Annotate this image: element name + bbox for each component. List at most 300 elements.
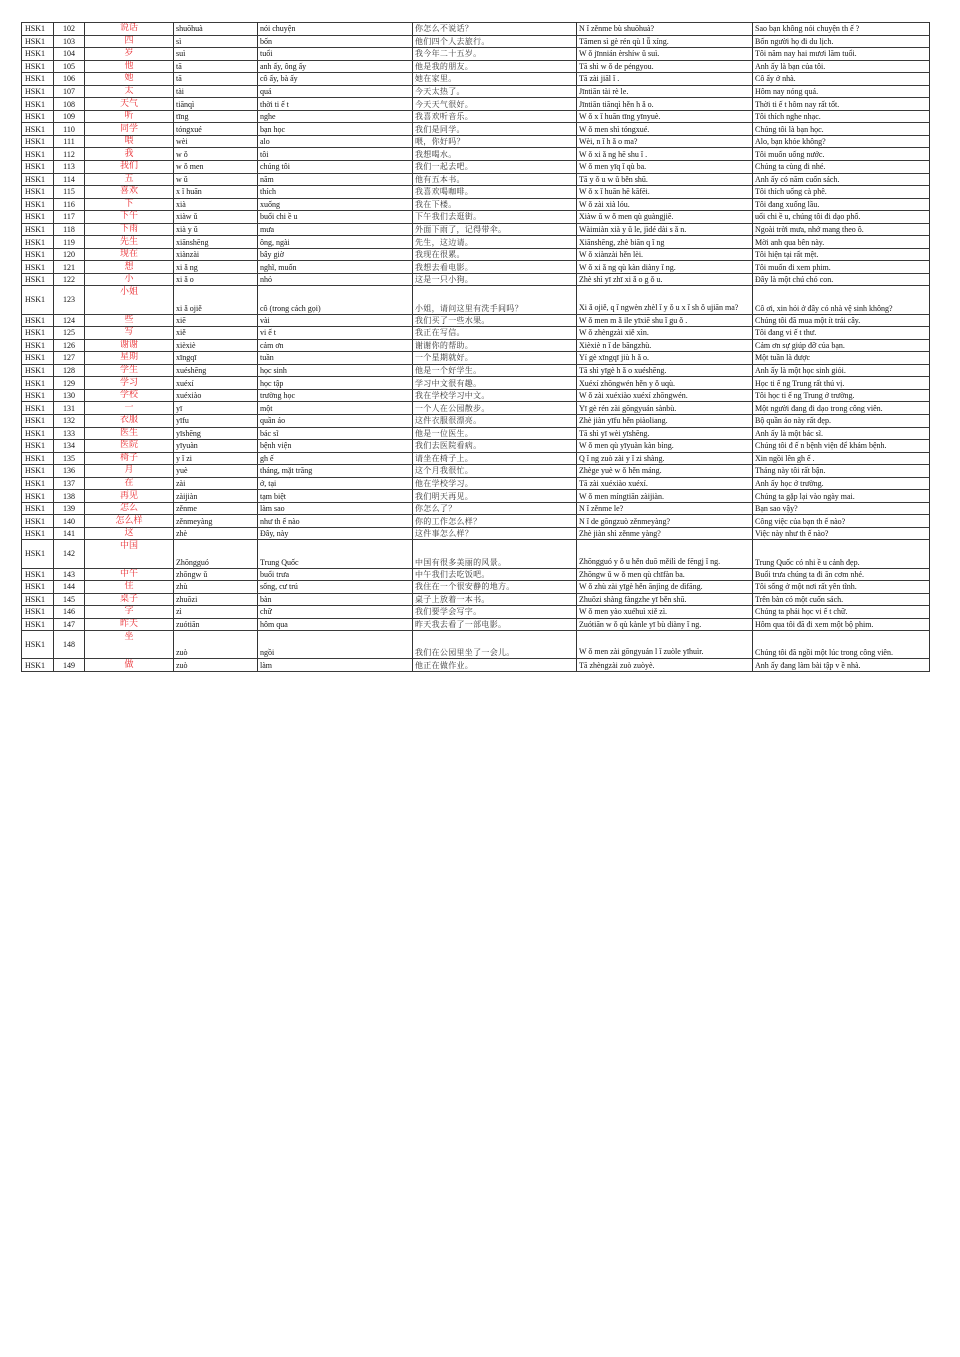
example-chinese-cell: 我们是同学。 — [413, 123, 577, 136]
hsk-level-cell: HSK1 — [22, 223, 54, 236]
word-number-cell: 122 — [54, 273, 85, 286]
example-vietnamese-cell: Cô ấy ở nhà. — [753, 73, 930, 86]
word-number-cell: 106 — [54, 73, 85, 86]
example-chinese-cell: 这件事怎么样？ — [413, 527, 577, 540]
example-pinyin-cell: Tā shì yīgè h ǎ o xuéshēng. — [577, 364, 753, 377]
example-chinese-cell: 他有五本书。 — [413, 173, 577, 186]
example-pinyin-cell: Xuéxí zhōngwén hěn y ǒ uqù. — [577, 377, 753, 390]
meaning-cell: một — [258, 402, 413, 415]
hsk-level-cell: HSK1 — [22, 98, 54, 111]
example-pinyin-cell: Zhè jiàn yīfu hěn piàoliang. — [577, 414, 753, 427]
example-pinyin-cell: Zhè jiàn shì zěnme yàng? — [577, 527, 753, 540]
word-number-cell: 138 — [54, 490, 85, 503]
hsk-level-cell: HSK1 — [22, 427, 54, 440]
example-chinese-cell: 我今年二十五岁。 — [413, 48, 577, 61]
example-chinese-cell: 我们一起去吧。 — [413, 161, 577, 174]
example-vietnamese-cell: Anh ấy là một học sinh giỏi. — [753, 364, 930, 377]
meaning-cell: buổi trưa — [258, 568, 413, 581]
hanzi-cell: 四 — [85, 35, 174, 48]
word-number-cell: 133 — [54, 427, 85, 440]
pinyin-cell: xi ǎ ng — [174, 261, 258, 274]
table-row — [22, 414, 930, 427]
meaning-cell: vi ế t — [258, 327, 413, 340]
example-chinese-cell: 我们去医院看病。 — [413, 440, 577, 453]
example-chinese-cell: 外面下雨了，记得带伞。 — [413, 223, 577, 236]
word-number-cell: 111 — [54, 135, 85, 148]
pinyin-cell: zěnme — [174, 502, 258, 515]
pinyin-cell: yī — [174, 402, 258, 415]
hanzi-cell: 星期 — [85, 352, 174, 365]
hsk-level-cell: HSK1 — [22, 211, 54, 224]
meaning-cell: tuần — [258, 352, 413, 365]
example-pinyin-cell: W ǒ men qù yīyuàn kàn bìng. — [577, 440, 753, 453]
example-pinyin-cell: W ǒ zhù zài yīgè hěn ānjìng de dìfāng. — [577, 581, 753, 594]
table-row — [22, 161, 930, 174]
example-chinese-cell: 你怎么了？ — [413, 502, 577, 515]
example-pinyin-cell: Tā shì yī wèi yīshēng. — [577, 427, 753, 440]
hsk-level-cell: HSK1 — [22, 540, 54, 568]
hanzi-cell: 在 — [85, 477, 174, 490]
hsk-level-cell: HSK1 — [22, 490, 54, 503]
meaning-cell: tạm biệt — [258, 490, 413, 503]
meaning-cell: nghĩ, muốn — [258, 261, 413, 274]
hsk-level-cell: HSK1 — [22, 186, 54, 199]
table-row — [22, 73, 930, 86]
example-chinese-cell: 你的工作怎么样？ — [413, 515, 577, 528]
table-row — [22, 339, 930, 352]
example-pinyin-cell: Tāmen sì gè rén qù l ǚ xíng. — [577, 35, 753, 48]
table-row — [22, 123, 930, 136]
table-row — [22, 593, 930, 606]
example-vietnamese-cell: Mời anh qua bên này. — [753, 236, 930, 249]
word-number-cell: 123 — [54, 286, 85, 314]
example-chinese-cell: 小姐，请问这里有洗手间吗？ — [413, 286, 577, 314]
example-pinyin-cell: W ǒ men míngtiān zàijiàn. — [577, 490, 753, 503]
hanzi-cell: 学生 — [85, 364, 174, 377]
example-chinese-cell: 我现在很累。 — [413, 248, 577, 261]
table-row — [22, 286, 930, 314]
example-chinese-cell: 这个月我很忙。 — [413, 465, 577, 478]
pinyin-cell: xuéxí — [174, 377, 258, 390]
meaning-cell: alo — [258, 135, 413, 148]
hanzi-cell: 学习 — [85, 377, 174, 390]
hanzi-cell: 中国 — [85, 540, 174, 568]
hsk-level-cell: HSK1 — [22, 631, 54, 659]
meaning-cell: tôi — [258, 148, 413, 161]
example-vietnamese-cell: Đây là một chú chó con. — [753, 273, 930, 286]
example-vietnamese-cell: Anh ấy là một bác sĩ. — [753, 427, 930, 440]
example-chinese-cell: 这件衣服很漂亮。 — [413, 414, 577, 427]
meaning-cell: như th ế nào — [258, 515, 413, 528]
example-chinese-cell: 我喜欢喝咖啡。 — [413, 186, 577, 199]
word-number-cell: 107 — [54, 85, 85, 98]
example-chinese-cell: 我们买了一些水果。 — [413, 314, 577, 327]
example-vietnamese-cell: Anh ấy học ở trường. — [753, 477, 930, 490]
example-pinyin-cell: N ǐ de gōngzuò zěnmeyàng? — [577, 515, 753, 528]
example-vietnamese-cell: Tôi thích nghe nhạc. — [753, 110, 930, 123]
word-number-cell: 147 — [54, 618, 85, 631]
word-number-cell: 136 — [54, 465, 85, 478]
example-chinese-cell: 他在学校学习。 — [413, 477, 577, 490]
meaning-cell: năm — [258, 173, 413, 186]
hsk-level-cell: HSK1 — [22, 440, 54, 453]
hanzi-cell: 小姐 — [85, 286, 174, 314]
meaning-cell: làm sao — [258, 502, 413, 515]
meaning-cell: xuống — [258, 198, 413, 211]
hsk-level-cell: HSK1 — [22, 606, 54, 619]
example-vietnamese-cell: Trung Quốc có nhi ề u cảnh đẹp. — [753, 540, 930, 568]
hsk-level-cell: HSK1 — [22, 48, 54, 61]
meaning-cell: gh ế — [258, 452, 413, 465]
example-chinese-cell: 他们四个人去旅行。 — [413, 35, 577, 48]
pinyin-cell: zuò — [174, 659, 258, 672]
meaning-cell: quần áo — [258, 414, 413, 427]
hanzi-cell: 太 — [85, 85, 174, 98]
pinyin-cell: zhuōzi — [174, 593, 258, 606]
meaning-cell: tháng, mặt trăng — [258, 465, 413, 478]
word-number-cell: 130 — [54, 389, 85, 402]
meaning-cell: chúng tôi — [258, 161, 413, 174]
example-pinyin-cell: W ǒ x ǐ huān hē kāfēi. — [577, 186, 753, 199]
example-pinyin-cell: Zuótiān w ǒ qù kànle yī bù diàny ǐ ng. — [577, 618, 753, 631]
pinyin-cell: xiàw ǔ — [174, 211, 258, 224]
hanzi-cell: 我 — [85, 148, 174, 161]
hsk-level-cell: HSK1 — [22, 618, 54, 631]
hsk-level-cell: HSK1 — [22, 286, 54, 314]
pinyin-cell: xīngqī — [174, 352, 258, 365]
example-vietnamese-cell: Chúng tôi đã ngồi một lúc trong công viên. — [753, 631, 930, 659]
hanzi-cell: 岁 — [85, 48, 174, 61]
word-number-cell: 114 — [54, 173, 85, 186]
word-number-cell: 141 — [54, 527, 85, 540]
example-vietnamese-cell: Hôm qua tôi đã đi xem một bộ phim. — [753, 618, 930, 631]
pinyin-cell: sì — [174, 35, 258, 48]
word-number-cell: 119 — [54, 236, 85, 249]
hsk-level-cell: HSK1 — [22, 568, 54, 581]
example-chinese-cell: 他正在做作业。 — [413, 659, 577, 672]
example-pinyin-cell: Xi ǎ ojiě, q ǐ ngwèn zhèl ǐ y ǒ u x ǐ sh ǒ ujiān ma? — [577, 286, 753, 314]
hanzi-cell: 下雨 — [85, 223, 174, 236]
table-row — [22, 540, 930, 568]
example-chinese-cell: 中国有很多美丽的风景。 — [413, 540, 577, 568]
meaning-cell: làm — [258, 659, 413, 672]
example-vietnamese-cell: Tôi học ti ế ng Trung ở trường. — [753, 389, 930, 402]
example-pinyin-cell: W ǒ men m ǎ ile yīxiē shu ǐ gu ǒ . — [577, 314, 753, 327]
meaning-cell: tuổi — [258, 48, 413, 61]
hsk-level-cell: HSK1 — [22, 273, 54, 286]
table-row — [22, 618, 930, 631]
example-chinese-cell: 我想去看电影。 — [413, 261, 577, 274]
word-number-cell: 105 — [54, 60, 85, 73]
word-number-cell: 103 — [54, 35, 85, 48]
hanzi-cell: 说话 — [85, 23, 174, 36]
example-chinese-cell: 他是一位医生。 — [413, 427, 577, 440]
example-pinyin-cell: Zhōngguó y ǒ u hěn duō měilì de fēngj ǐ ng. — [577, 540, 753, 568]
word-number-cell: 102 — [54, 23, 85, 36]
table-row — [22, 148, 930, 161]
hsk-level-cell: HSK1 — [22, 593, 54, 606]
example-vietnamese-cell: Alo, bạn khỏe không? — [753, 135, 930, 148]
example-chinese-cell: 今天太热了。 — [413, 85, 577, 98]
example-pinyin-cell: W ǒ zhèngzài xiě xìn. — [577, 327, 753, 340]
example-pinyin-cell: N ǐ zěnme le? — [577, 502, 753, 515]
table-row — [22, 314, 930, 327]
table-row — [22, 236, 930, 249]
hanzi-cell: 天气 — [85, 98, 174, 111]
hsk-level-cell: HSK1 — [22, 23, 54, 36]
example-pinyin-cell: W ǒ men zài gōngyuán l ǐ zuòle yīhuìr. — [577, 631, 753, 659]
hanzi-cell: 坐 — [85, 631, 174, 659]
example-pinyin-cell: Yī gè rén zài gōngyuán sànbù. — [577, 402, 753, 415]
pinyin-cell: tīng — [174, 110, 258, 123]
table-row — [22, 35, 930, 48]
hanzi-cell: 喂 — [85, 135, 174, 148]
hsk-level-cell: HSK1 — [22, 659, 54, 672]
word-number-cell: 109 — [54, 110, 85, 123]
pinyin-cell: yīyuàn — [174, 440, 258, 453]
example-vietnamese-cell: Việc này như th ế nào? — [753, 527, 930, 540]
example-vietnamese-cell: Chúng tôi là bạn học. — [753, 123, 930, 136]
pinyin-cell: tóngxué — [174, 123, 258, 136]
meaning-cell: nhỏ — [258, 273, 413, 286]
hsk-level-cell: HSK1 — [22, 60, 54, 73]
example-chinese-cell: 她在家里。 — [413, 73, 577, 86]
hsk-level-cell: HSK1 — [22, 502, 54, 515]
table-row — [22, 135, 930, 148]
word-number-cell: 125 — [54, 327, 85, 340]
hsk-level-cell: HSK1 — [22, 527, 54, 540]
word-number-cell: 149 — [54, 659, 85, 672]
pinyin-cell: w ǒ men — [174, 161, 258, 174]
example-chinese-cell: 我们明天再见。 — [413, 490, 577, 503]
meaning-cell: trường học — [258, 389, 413, 402]
hanzi-cell: 桌子 — [85, 593, 174, 606]
word-number-cell: 137 — [54, 477, 85, 490]
table-row — [22, 389, 930, 402]
hsk-level-cell: HSK1 — [22, 314, 54, 327]
meaning-cell: quá — [258, 85, 413, 98]
word-number-cell: 117 — [54, 211, 85, 224]
hanzi-cell: 下 — [85, 198, 174, 211]
pinyin-cell: zuò — [174, 631, 258, 659]
hsk-level-cell: HSK1 — [22, 402, 54, 415]
word-number-cell: 131 — [54, 402, 85, 415]
example-chinese-cell: 我们要学会写字。 — [413, 606, 577, 619]
table-row — [22, 211, 930, 224]
example-vietnamese-cell: Bốn người họ đi du lịch. — [753, 35, 930, 48]
example-chinese-cell: 昨天我去看了一部电影。 — [413, 618, 577, 631]
word-number-cell: 144 — [54, 581, 85, 594]
hsk-level-cell: HSK1 — [22, 148, 54, 161]
hanzi-cell: 我们 — [85, 161, 174, 174]
hanzi-cell: 想 — [85, 261, 174, 274]
meaning-cell: Đây, này — [258, 527, 413, 540]
meaning-cell: bệnh viện — [258, 440, 413, 453]
example-vietnamese-cell: Một người đang đi dạo trong công viên. — [753, 402, 930, 415]
word-number-cell: 148 — [54, 631, 85, 659]
word-number-cell: 128 — [54, 364, 85, 377]
example-vietnamese-cell: Tôi năm nay hai mươi lăm tuổi. — [753, 48, 930, 61]
pinyin-cell: yīfu — [174, 414, 258, 427]
example-vietnamese-cell: Chúng tôi đã mua một ít trái cây. — [753, 314, 930, 327]
table-row — [22, 110, 930, 123]
example-chinese-cell: 下午我们去逛街。 — [413, 211, 577, 224]
table-row — [22, 502, 930, 515]
example-vietnamese-cell: Anh ấy có năm cuốn sách. — [753, 173, 930, 186]
example-vietnamese-cell: Tôi sống ở một nơi rất yên tĩnh. — [753, 581, 930, 594]
hanzi-cell: 喜欢 — [85, 186, 174, 199]
meaning-cell: sống, cư trú — [258, 581, 413, 594]
hanzi-cell: 同学 — [85, 123, 174, 136]
hsk-level-cell: HSK1 — [22, 236, 54, 249]
hanzi-cell: 医生 — [85, 427, 174, 440]
example-vietnamese-cell: Chúng ta cùng đi nhé. — [753, 161, 930, 174]
example-pinyin-cell: Tā zài xuéxiào xuéxí. — [577, 477, 753, 490]
word-number-cell: 146 — [54, 606, 85, 619]
example-chinese-cell: 中午我们去吃饭吧。 — [413, 568, 577, 581]
example-vietnamese-cell: Hôm nay nóng quá. — [753, 85, 930, 98]
hanzi-cell: 她 — [85, 73, 174, 86]
table-row — [22, 327, 930, 340]
word-number-cell: 134 — [54, 440, 85, 453]
example-chinese-cell: 一个星期就好。 — [413, 352, 577, 365]
hsk-level-cell: HSK1 — [22, 135, 54, 148]
meaning-cell: bàn — [258, 593, 413, 606]
table-row — [22, 568, 930, 581]
hanzi-cell: 现在 — [85, 248, 174, 261]
table-row — [22, 352, 930, 365]
hanzi-cell: 谢谢 — [85, 339, 174, 352]
example-chinese-cell: 你怎么不说话？ — [413, 23, 577, 36]
hsk-level-cell: HSK1 — [22, 515, 54, 528]
example-pinyin-cell: Yí gè xīngqī jiù h ǎ o. — [577, 352, 753, 365]
example-pinyin-cell: W ǒ men shì tóngxué. — [577, 123, 753, 136]
word-number-cell: 112 — [54, 148, 85, 161]
table-row — [22, 364, 930, 377]
example-pinyin-cell: Tā zhèngzài zuò zuòyè. — [577, 659, 753, 672]
example-vietnamese-cell: Sao bạn không nói chuyện th ế ? — [753, 23, 930, 36]
hsk-level-cell: HSK1 — [22, 452, 54, 465]
hanzi-cell: 学校 — [85, 389, 174, 402]
example-pinyin-cell: Zhuōzi shàng fàngzhe yī běn shū. — [577, 593, 753, 606]
example-vietnamese-cell: Tôi đang xuống lầu. — [753, 198, 930, 211]
example-chinese-cell: 我正在写信。 — [413, 327, 577, 340]
hanzi-cell: 医院 — [85, 440, 174, 453]
pinyin-cell: shuōhuà — [174, 23, 258, 36]
pinyin-cell: xi ǎ o — [174, 273, 258, 286]
table-row — [22, 606, 930, 619]
example-vietnamese-cell: Tôi muốn đi xem phim. — [753, 261, 930, 274]
hanzi-cell: 怎么样 — [85, 515, 174, 528]
vocabulary-table-body — [22, 23, 930, 672]
pinyin-cell: tiānqì — [174, 98, 258, 111]
pinyin-cell: tā — [174, 60, 258, 73]
table-row — [22, 477, 930, 490]
meaning-cell: Trung Quốc — [258, 540, 413, 568]
example-pinyin-cell: W ǒ xiànzài hěn lèi. — [577, 248, 753, 261]
example-vietnamese-cell: Tôi muốn uống nước. — [753, 148, 930, 161]
example-pinyin-cell: Zhè shì yī zhī xi ǎ o g ǒ u. — [577, 273, 753, 286]
word-number-cell: 116 — [54, 198, 85, 211]
hsk-level-cell: HSK1 — [22, 352, 54, 365]
table-row — [22, 48, 930, 61]
example-pinyin-cell: W ǒ men yào xuéhuì xiě zì. — [577, 606, 753, 619]
word-number-cell: 132 — [54, 414, 85, 427]
example-pinyin-cell: W ǒ xi ǎ ng qù kàn diàny ǐ ng. — [577, 261, 753, 274]
example-pinyin-cell: Q ǐ ng zuò zài y ǐ zi shàng. — [577, 452, 753, 465]
example-chinese-cell: 喂，你好吗？ — [413, 135, 577, 148]
example-pinyin-cell: W ǒ jīnnián èrshíw ǔ suì. — [577, 48, 753, 61]
example-chinese-cell: 我在下楼。 — [413, 198, 577, 211]
table-row — [22, 659, 930, 672]
hanzi-cell: 怎么 — [85, 502, 174, 515]
pinyin-cell: xià — [174, 198, 258, 211]
example-chinese-cell: 我想喝水。 — [413, 148, 577, 161]
pinyin-cell: wèi — [174, 135, 258, 148]
meaning-cell: vài — [258, 314, 413, 327]
meaning-cell: nghe — [258, 110, 413, 123]
meaning-cell: nói chuyện — [258, 23, 413, 36]
example-pinyin-cell: W ǒ zài xuéxiào xuéxí zhōngwén. — [577, 389, 753, 402]
example-vietnamese-cell: Thời ti ế t hôm nay rất tốt. — [753, 98, 930, 111]
example-vietnamese-cell: Cảm ơn sự giúp đỡ của bạn. — [753, 339, 930, 352]
hsk-level-cell: HSK1 — [22, 173, 54, 186]
hsk-level-cell: HSK1 — [22, 581, 54, 594]
word-number-cell: 104 — [54, 48, 85, 61]
word-number-cell: 121 — [54, 261, 85, 274]
hsk-level-cell: HSK1 — [22, 414, 54, 427]
example-vietnamese-cell: Buổi trưa chúng ta đi ăn cơm nhé. — [753, 568, 930, 581]
hanzi-cell: 些 — [85, 314, 174, 327]
pinyin-cell: zhè — [174, 527, 258, 540]
table-row — [22, 515, 930, 528]
example-pinyin-cell: Xiàw ǔ w ǒ men qù guàngjiē. — [577, 211, 753, 224]
table-row — [22, 173, 930, 186]
word-number-cell: 145 — [54, 593, 85, 606]
example-vietnamese-cell: Cô ơi, xin hỏi ở đây có nhà vệ sinh không? — [753, 286, 930, 314]
example-vietnamese-cell: Chúng tôi đ ế n bệnh viện để khám bệnh. — [753, 440, 930, 453]
pinyin-cell: xuéshēng — [174, 364, 258, 377]
example-chinese-cell: 一个人在公园散步。 — [413, 402, 577, 415]
example-chinese-cell: 这是一只小狗。 — [413, 273, 577, 286]
pinyin-cell: zì — [174, 606, 258, 619]
hanzi-cell: 五 — [85, 173, 174, 186]
table-row — [22, 261, 930, 274]
hanzi-cell: 字 — [85, 606, 174, 619]
table-row — [22, 581, 930, 594]
word-number-cell: 139 — [54, 502, 85, 515]
meaning-cell: thời ti ế t — [258, 98, 413, 111]
pinyin-cell: xiě — [174, 327, 258, 340]
pinyin-cell: zàijiàn — [174, 490, 258, 503]
example-chinese-cell: 我们在公园里坐了一会儿。 — [413, 631, 577, 659]
example-vietnamese-cell: Học ti ế ng Trung rất thú vị. — [753, 377, 930, 390]
example-chinese-cell: 我喜欢听音乐。 — [413, 110, 577, 123]
hsk-level-cell: HSK1 — [22, 465, 54, 478]
hsk-level-cell: HSK1 — [22, 377, 54, 390]
hsk-level-cell: HSK1 — [22, 339, 54, 352]
pinyin-cell: y ǐ zi — [174, 452, 258, 465]
hsk-level-cell: HSK1 — [22, 248, 54, 261]
hanzi-cell: 先生 — [85, 236, 174, 249]
meaning-cell: hôm qua — [258, 618, 413, 631]
example-pinyin-cell: Jīntiān tài rè le. — [577, 85, 753, 98]
hanzi-cell: 他 — [85, 60, 174, 73]
example-pinyin-cell: Jīntiān tiānqì hěn h ǎ o. — [577, 98, 753, 111]
meaning-cell: buổi chi ề u — [258, 211, 413, 224]
word-number-cell: 118 — [54, 223, 85, 236]
hanzi-cell: 这 — [85, 527, 174, 540]
